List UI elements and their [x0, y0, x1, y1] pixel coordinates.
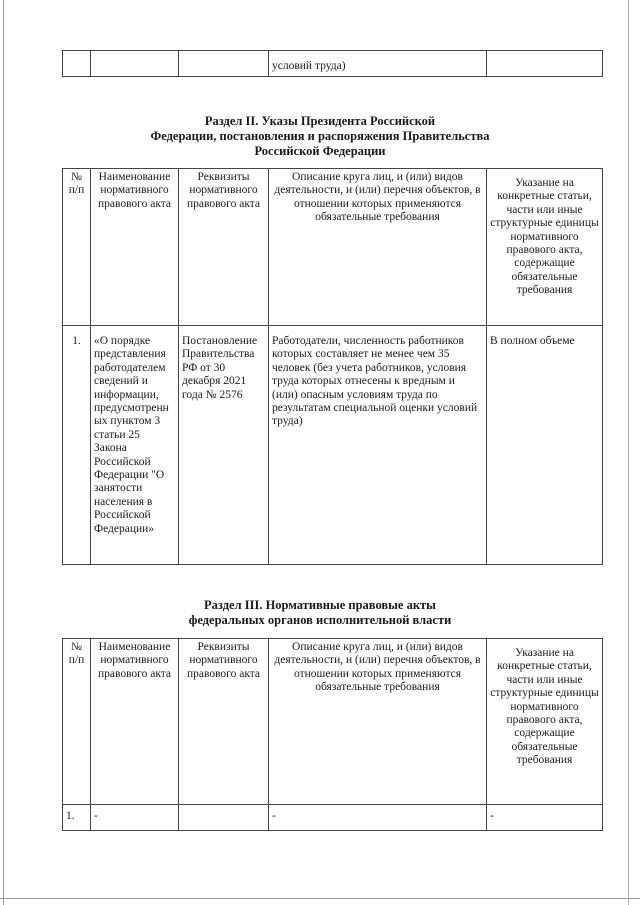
column-header-articles: Указание на конкретные статьи, части или иные структурные единицы нормативного правового акта, содержащие обязательные требования: [487, 639, 603, 805]
column-header-description: Описание круга лиц, и (или) видов деятельности, и (или) перечня объектов, в отношении которых применяются обязательные требования: [269, 639, 487, 805]
row-num: 1.: [63, 805, 91, 831]
row-num: 1.: [63, 326, 91, 565]
section3-table: [62, 638, 603, 831]
table-cell: [91, 51, 179, 77]
table-row: [63, 51, 603, 77]
section3-title: [0, 598, 640, 628]
row-articles: -: [487, 805, 603, 831]
table-row: [63, 805, 603, 831]
section-title-line: Федерации, постановления и распоряжения Правительства: [150, 129, 490, 143]
column-header-articles: Указание на конкретные статьи, части или иные структурные единицы нормативного правового акта, содержащие обязательные требования: [487, 169, 603, 326]
row-act-name: -: [91, 805, 179, 831]
table-header-row: [63, 169, 603, 326]
section-title-line: Раздел III. Нормативные правовые акты: [204, 598, 436, 612]
table-cell: [63, 51, 91, 77]
section2-table: [62, 168, 603, 565]
row-requisites: Постановление Правительства РФ от 30 декабря 2021 года № 2576: [179, 326, 269, 565]
table-cell: [487, 51, 603, 77]
table-header-row: [63, 639, 603, 805]
row-articles: В полном объеме: [487, 326, 603, 565]
section-title-line: федеральных органов исполнительной власти: [188, 613, 452, 627]
column-header-requisites: Реквизиты нормативного правового акта: [179, 169, 269, 326]
section-title-line: Российской Федерации: [254, 144, 386, 158]
page-bottom-edge: [0, 898, 640, 899]
row-description: Работодатели, численность работников которых составляет не менее чем 35 человек (без учета работников, условия труда которых отнесены к вредным и (или) опасным условиям труда по результатам специальной оценки условий труда): [269, 326, 487, 565]
row-description: -: [269, 805, 487, 831]
column-header-name: Наименование нормативного правового акта: [91, 169, 179, 326]
column-header-name: Наименование нормативного правового акта: [91, 639, 179, 805]
table-cell: [179, 51, 269, 77]
column-header-description: Описание круга лиц, и (или) видов деятельности, и (или) перечня объектов, в отношении которых применяются обязательные требования: [269, 169, 487, 326]
column-header-requisites: Реквизиты нормативного правового акта: [179, 639, 269, 805]
table-cell: условий труда): [269, 51, 487, 77]
top-continuation-table: [62, 50, 603, 77]
table-row: [63, 326, 603, 565]
column-header-num: № п/п: [63, 639, 91, 805]
column-header-num: № п/п: [63, 169, 91, 326]
section-title-line: Раздел II. Указы Президента Российской: [204, 114, 436, 128]
row-requisites: [179, 805, 269, 831]
section2-title: [0, 114, 640, 159]
row-act-name: «О порядке представления работодателем сведений и информации, предусмотренных пунктом 3 статьи 25 Закона Российской Федерации "О занятости населения в Российской Федерации»: [91, 326, 179, 565]
